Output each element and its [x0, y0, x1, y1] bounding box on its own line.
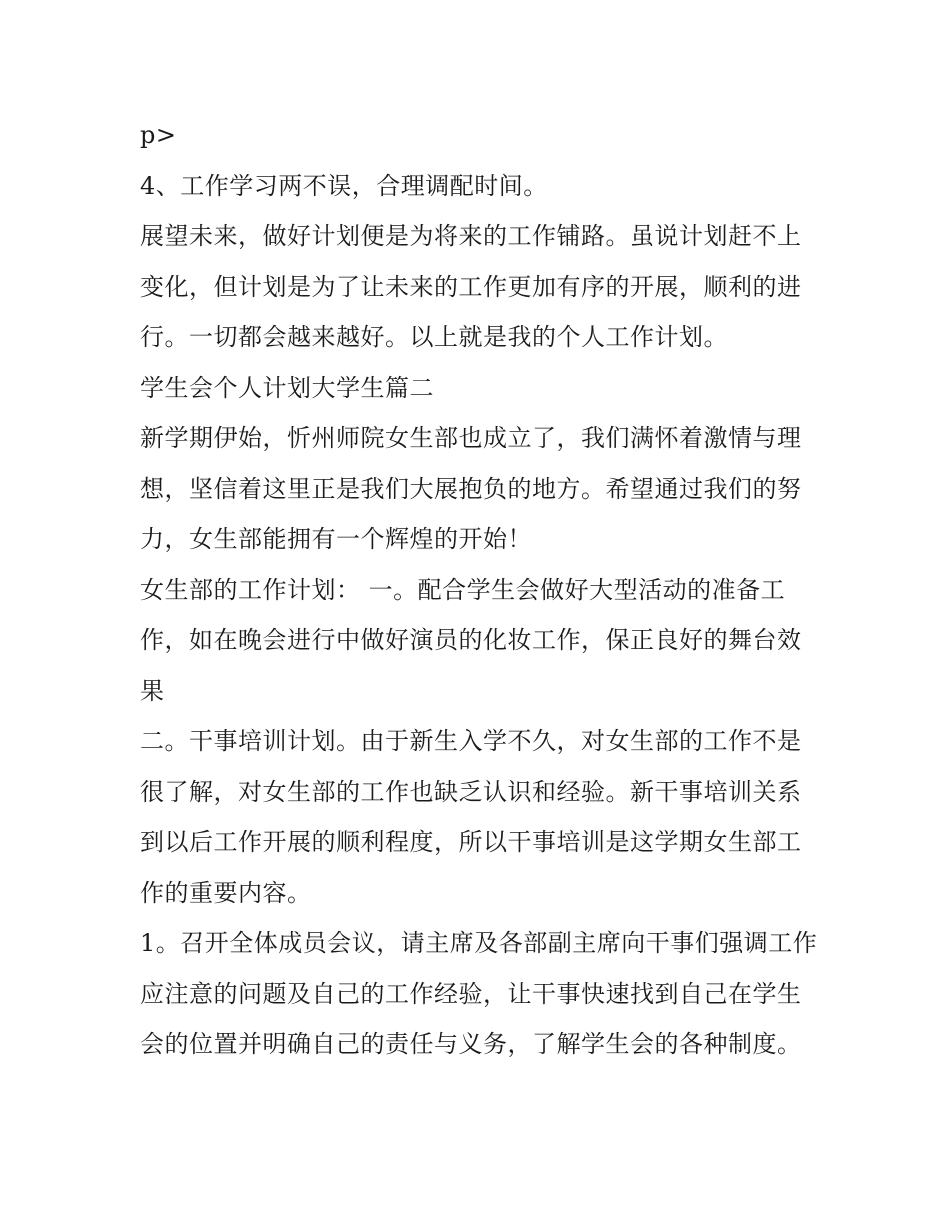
paragraph-plan-two-item-1: 1。召开全体成员会议，请主席及各部副主席向干事们强调工作应注意的问题及自己的工作经验，让干事快速找到自己在学生会的位置并明确自己的责任与义务，了解学生会的各种制度。 — [140, 929, 818, 1058]
paragraph-plan-two: 二。干事培训计划。由于新生入学不久，对女生部的工作不是很了解，对女生部的工作也缺乏认识和经验。新干事培训关系到以后工作开展的顺利程度，所以干事培训是这学期女生部工作的重要内容。 — [140, 727, 802, 907]
paragraph-item-4: 4、工作学习两不误，合理调配时间。 — [140, 171, 548, 200]
paragraph-intro: 新学期伊始，忻州师院女生部也成立了，我们满怀着激情与理想，坚信着这里正是我们大展抱负的地方。希望通过我们的努力，女生部能拥有一个辉煌的开始！ — [140, 424, 802, 553]
paragraph-plan-one: 女生部的工作计划： 一。配合学生会做好大型活动的准备工作，如在晚会进行中做好演员的化妆工作，保正良好的舞台效果 — [140, 575, 802, 705]
paragraph-outlook: 展望未来，做好计划便是为将来的工作铺路。虽说计划赶不上变化，但计划是为了让未来的工作更加有序的开展，顺利的进行。一切都会越来越好。以上就是我的个人工作计划。 — [140, 222, 802, 351]
paragraph-fragment: p> — [140, 121, 177, 149]
document-body — [140, 110, 820, 1070]
section-heading: 学生会个人计划大学生篇二 — [140, 373, 434, 402]
